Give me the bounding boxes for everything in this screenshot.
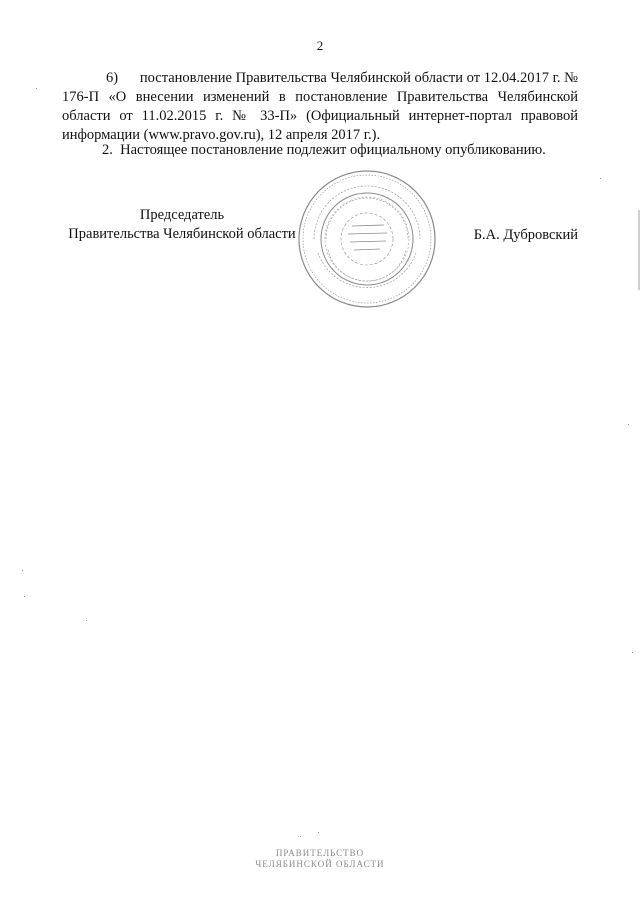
item-6-paragraph: 6) постановление Правительства Челябинской области от 12.04.2017 г. № 176-П «О внесении изменений в постановление Правительства Челябинской области от 11.02.2015 г. № 33-П» (Официальный интернет-портал правовой информации (www.pravo.gov.ru), 12 апреля 2017 г.). [62,70,578,143]
signatory-title-line1: Председатель [139,207,225,223]
scan-speck [22,570,23,571]
signatory-name: Б.А. Дубровский [473,227,578,243]
footer-stamp [180,848,460,870]
page-number: 2 [316,38,324,53]
scan-speck [24,596,25,597]
scan-speck [300,836,301,837]
scan-speck [36,88,37,89]
signatory-title [62,206,302,244]
scan-speck [632,652,633,653]
scan-speck [600,178,601,179]
scan-speck [628,424,629,425]
item-2-paragraph: 2. Настоящее постановление подлежит официальному опубликованию. [102,142,546,158]
official-seal-icon [296,168,438,310]
signatory-title-line2: Правительства Челябинской области [68,226,296,242]
footer-stamp-line1: ПРАВИТЕЛЬСТВО [275,848,365,858]
footer-stamp-line2: ЧЕЛЯБИНСКОЙ ОБЛАСТИ [255,859,385,869]
scan-speck [318,832,319,833]
scan-speck [86,620,87,621]
